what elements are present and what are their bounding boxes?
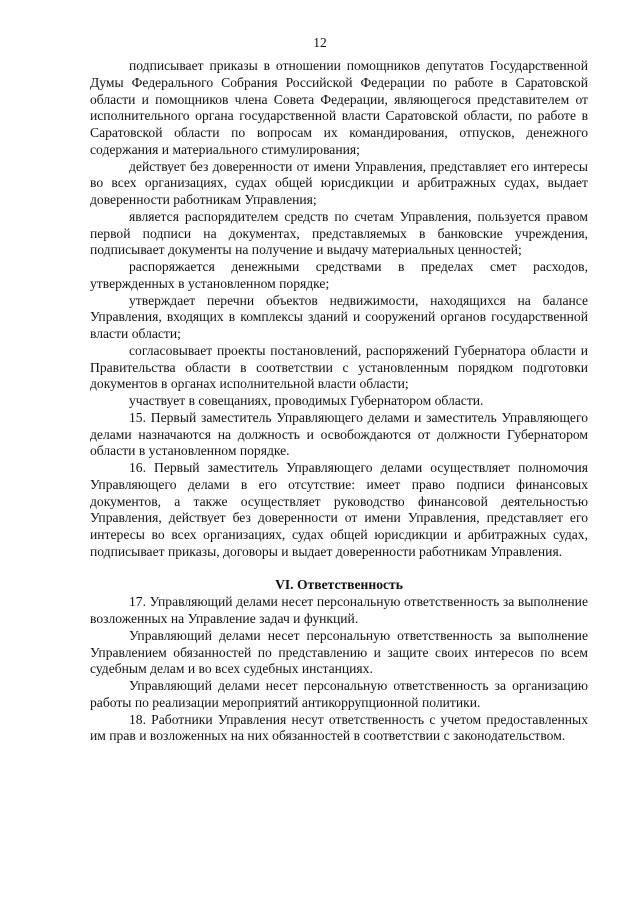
paragraph-item-17: 17. Управляющий делами несет персональную ответственность за выполнение возложенных на Управление задач и функций. (90, 594, 588, 626)
section-heading: VI. Ответственность (275, 576, 403, 592)
document-body (90, 58, 588, 745)
paragraph-court-responsibility: Управляющий делами несет персональную ответственность за выполнение Управлением обязанностей по представлению и защите своих интересов по всем судебным делам и во всех судебных инстанциях. (90, 627, 588, 677)
paragraph-approves-real-estate: утверждает перечни объектов недвижимости, находящихся на балансе Управления, входящих в комплексы зданий и сооружений органов государственной власти области; (90, 292, 588, 341)
paragraph-participates-meetings: участвует в совещаниях, проводимых Губернатором области. (129, 393, 484, 408)
paragraph-signs-orders: подписывает приказы в отношении помощников депутатов Государственной Думы Федерального Собрания Российской Федерации по работе в Саратовской области и помощников члена Совета Федерации, являющегося представителем от исполнительного органа государственной власти Саратовской области, по работе в Саратовской области по вопросам их командирования, отпусков, денежного содержания и материального стимулирования; (90, 58, 588, 157)
paragraph-acts-without-proxy: действует без доверенности от имени Управления, представляет его интересы во всех организациях, судах общей юрисдикции и арбитражных судах, выдает доверенности работникам Управления; (90, 158, 588, 207)
paragraph-account-manager: является распорядителем средств по счетам Управления, пользуется правом первой подписи на документах, представляемых в банковские учреждения, подписывает документы на получение и выдачу материальных ценностей; (90, 208, 588, 258)
paragraph-anticorruption: Управляющий делами несет персональную ответственность за организацию работы по реализации мероприятий антикоррупционной политики. (90, 678, 588, 710)
paragraph-coordinates-drafts: согласовывает проекты постановлений, распоряжений Губернатора области и Правительства области в соответствии с установленным порядком подготовки документов в органах исполнительной власти области; (90, 342, 588, 392)
page-number: 12 (313, 35, 327, 50)
paragraph-item-16: 16. Первый заместитель Управляющего делами осуществляет полномочия Управляющего делами в его отсутствие: имеет право подписи финансовых документов, а также осуществляет руководство финансовой деятельностью Управления, действует без доверенности от имени Управления, представляет его интересы во всех организациях, судах общей юрисдикции и арбитражных судах, подписывает приказы, договоры и выдает доверенности работникам Управления. (90, 460, 588, 559)
paragraph-item-18: 18. Работники Управления несут ответственность с учетом предоставленных им прав и возложенных на них обязанностей в соответствии с законодательством. (90, 711, 588, 744)
paragraph-item-15: 15. Первый заместитель Управляющего делами и заместитель Управляющего делами назначаются на должность и освобождаются от должности Губернатором области в установленном порядке. (90, 409, 588, 459)
paragraph-manages-funds: распоряжается денежными средствами в пределах смет расходов, утвержденных в установленном порядке; (90, 259, 588, 291)
